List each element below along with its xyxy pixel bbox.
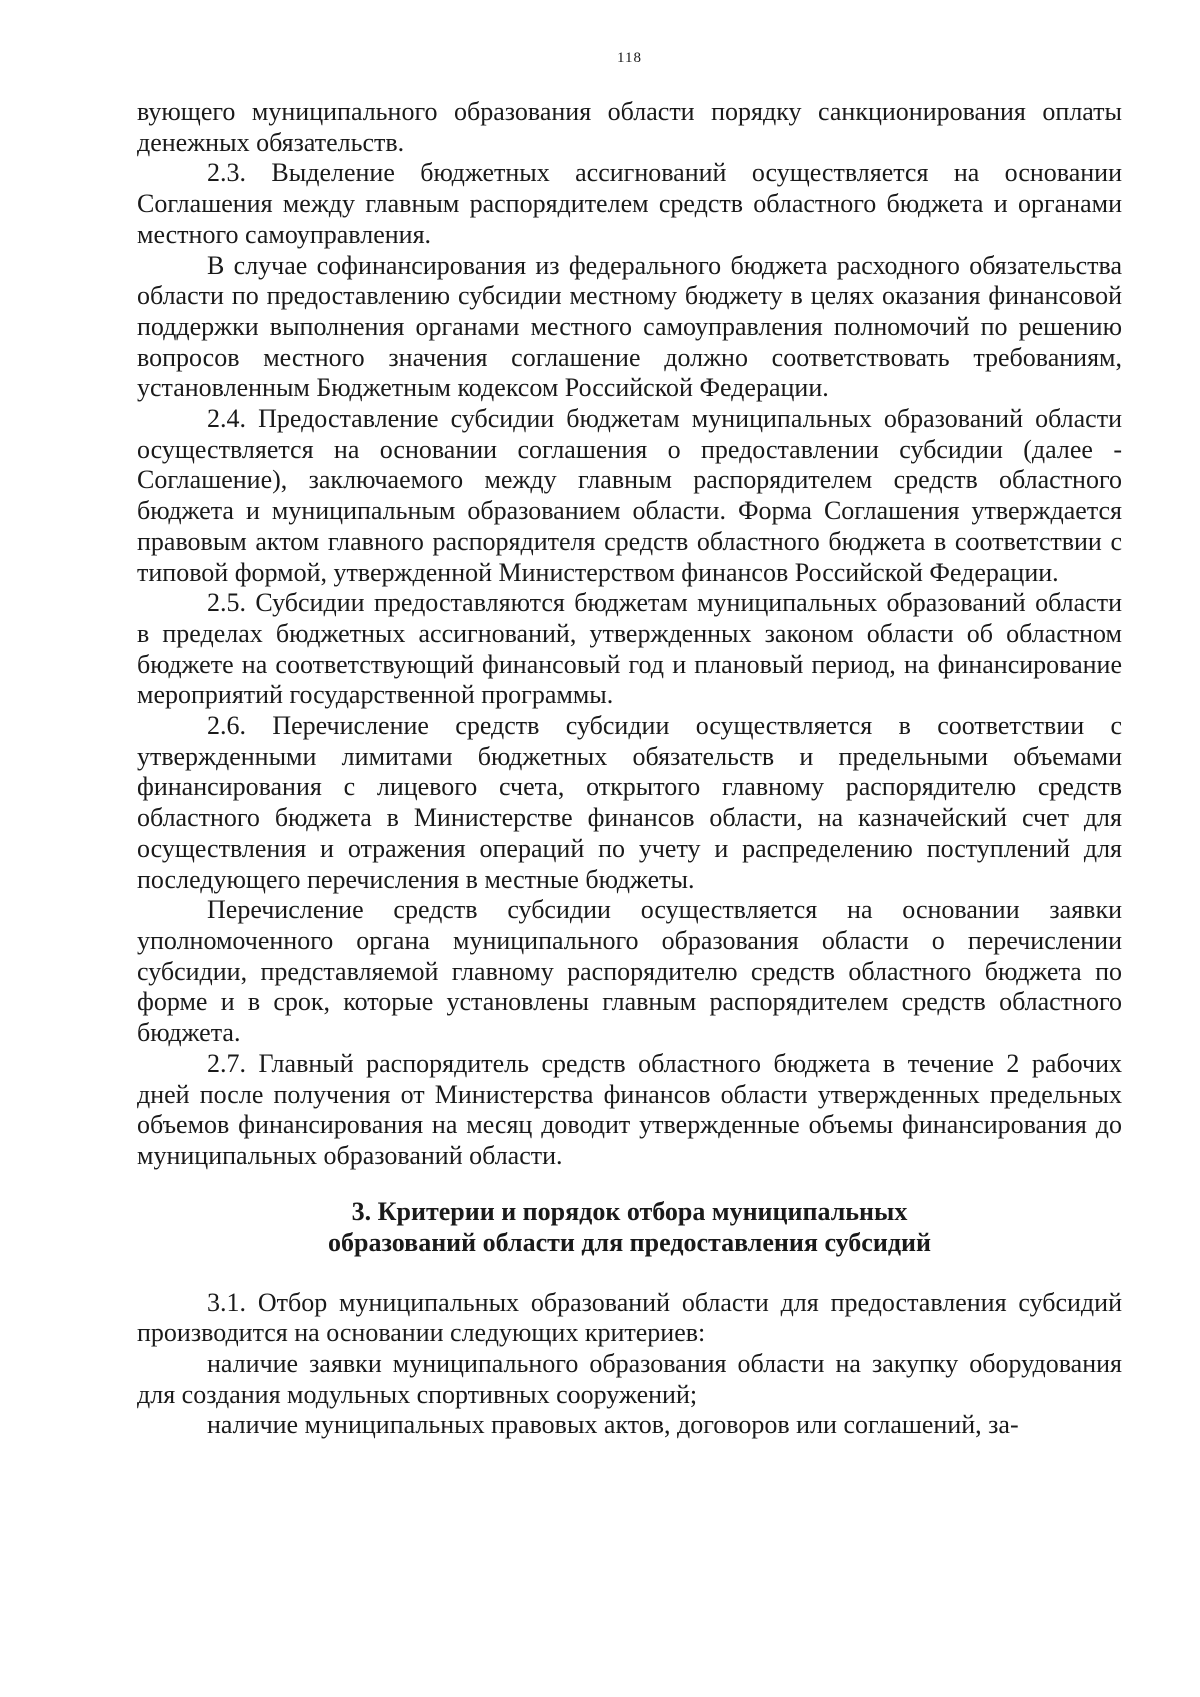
section-heading-line-2: образований области для предоставления субсидий [328, 1227, 931, 1257]
paragraph-2-3: 2.3. Выделение бюджетных ассигнований осуществляется на основании Соглашения между главным распорядителем средств областного бюджета и органами местного самоуправления. [137, 158, 1122, 249]
paragraph-2-7: 2.7. Главный распорядитель средств областного бюджета в течение 2 рабочих дней после получения от Министерства финансов области утвержденных предельных объемов финансирования на месяц доводит утвержденные объемы финансирования до муниципальных образований области. [137, 1048, 1122, 1170]
section-heading [137, 1196, 1122, 1258]
paragraph-cofinancing: В случае софинансирования из федерального бюджета расходного обязательства области по предоставлению субсидии местному бюджету в целях оказания финансовой поддержки выполнения органами местного самоуправления полномочий по решению вопросов местного значения соглашение должно соответствовать требованиям, установленным Бюджетным кодексом Российской Федерации. [137, 250, 1122, 403]
criterion-item: наличие заявки муниципального образования области на закупку оборудования для создания модульных спортивных сооружений; [137, 1349, 1122, 1409]
paragraph-2-5: 2.5. Субсидии предоставляются бюджетам муниципальных образований области в пределах бюджетных ассигнований, утвержденных законом области об областном бюджете на соответствующий финансовый год и плановый период, на финансирование мероприятий государственной программы. [137, 588, 1122, 710]
paragraph-3-1: 3.1. Отбор муниципальных образований области для предоставления субсидий производится на основании следующих критериев: [137, 1287, 1122, 1348]
paragraph-continuation: вующего муниципального образования области порядку санкционирования оплаты денежных обязательств. [137, 97, 1122, 157]
document-body [137, 97, 1122, 1441]
criterion-item: наличие муниципальных правовых актов, договоров или соглашений, за- [207, 1410, 1019, 1440]
section-heading-line-1: 3. Критерии и порядок отбора муниципальных [351, 1196, 908, 1226]
paragraph-transfer-request: Перечисление средств субсидии осуществляется на основании заявки уполномоченного органа муниципального образования области о перечислении субсидии, представляемой главному распорядителю средств областного бюджета по форме и в срок, которые установлены главным распорядителем средств областного бюджета. [137, 895, 1122, 1048]
paragraph-2-4: 2.4. Предоставление субсидии бюджетам муниципальных образований области осуществляется на основании соглашения о предоставлении субсидии (далее - Соглашение), заключаемого между главным распорядителем средств областного бюджета и муниципальным образованием области. Форма Соглашения утверждается правовым актом главного распорядителя средств областного бюджета в соответствии с типовой формой, утвержденной Министерством финансов Российской Федерации. [137, 404, 1122, 587]
page-number: 118 [617, 50, 642, 66]
paragraph-2-6: 2.6. Перечисление средств субсидии осуществляется в соответствии с утвержденными лимитами бюджетных обязательств и предельными объемами финансирования с лицевого счета, открытого главному распорядителю средств областного бюджета в Министерстве финансов области, на казначейский счет для осуществления и отражения операций по учету и распределению поступлений для последующего перечисления в местные бюджеты. [137, 711, 1122, 894]
